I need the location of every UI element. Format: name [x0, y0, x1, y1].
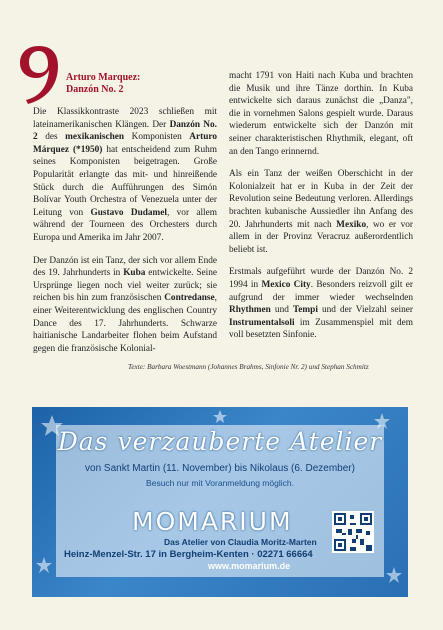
article-paragraph: Die Klassikkontraste 2023 schließen mit lateinamerikanischen Klängen. Der Danzón No. 2 des mexikanischen Komponisten Arturo Márquez (*1950) hat entscheidend zum Ruhm seines Komponisten beigetragen. Große Popularität erlangte das mit- und hinreißende Stück durch die Aufführungen des Simón Bolívar Youth Orchestra of Venezuela unter der Leitung von Gustavo Dudamel, vor allem während der Tourneen des Orchesters durch Europa und Amerika im Jahr 2007.: [33, 107, 217, 243]
text-credit: Texte: Barbara Woestmann (Johannes Brahms, Sinfonie Nr. 2) und Stephan Schmitz: [128, 363, 369, 371]
decorative-nine-glyph: [16, 42, 62, 104]
ad-title: Das verzauberte Atelier: [57, 427, 383, 456]
ad-subtitle: von Sankt Martin (11. November) bis Nikolaus (6. Dezember): [85, 463, 355, 474]
atelier-advertisement: [32, 407, 408, 597]
brand-subtitle: Das Atelier von Claudia Moritz-Marten: [164, 537, 317, 547]
emphasis-term: Danzón No. 2: [33, 119, 217, 143]
article-paragraph: Als ein Tanz der weißen Oberschicht in der Kolonialzeit hat er in Kuba in der Zeit der Revolution seine Bedeutung verloren. Allerdings brachten kubanische Aussiedler ihn Anfang des 20. Jahrhunderts mit nach Mexiko, wo er vor allem in der Provinz Veracruz außerordentlich beliebt ist.: [229, 169, 413, 255]
article-paragraph: Der Danzón ist ein Tanz, der sich vor allem Ende des 19. Jahrhunderts in Kuba entwickelte. Seine Ursprünge liegen noch viel weiter zurück; sie reichen bis hin zum französischen Contredanse, einer Weiterentwicklung des englischen Country Dance des 17. Jahrhunderts. Schwarze haitianische Landarbeiter flohen beim Aufstand gegen die französische Kolonial-: [33, 255, 217, 354]
heading-composer: Arturo Marquez:: [66, 72, 141, 83]
emphasis-term: mexikanischen: [65, 132, 125, 143]
article-heading: [66, 72, 140, 96]
emphasis-term: Mexiko: [336, 219, 367, 230]
emphasis-term: Gustavo Dudamel: [90, 207, 168, 218]
ad-website-link[interactable]: www.momarium.de: [208, 561, 291, 571]
ad-visit-note: Besuch nur mit Voranmeldung möglich.: [146, 478, 294, 488]
qr-code-icon[interactable]: [332, 511, 374, 553]
emphasis-term: Mexico City: [261, 279, 311, 290]
article-paragraph: Erstmals aufgeführt wurde der Danzón No. 2 1994 in Mexico City. Besonders reizvoll gilt er aufgrund der immer wieder wechselnden Rhythmen und Tempi und der Vielzahl seiner Instrumentalsoli im Zusammenspiel mit dem voll besetzten Sinfonie.: [229, 267, 413, 341]
text-column-right: [229, 70, 413, 352]
emphasis-term: Kuba: [123, 268, 146, 279]
brand-logo-text: MOMARIUM: [132, 507, 293, 536]
emphasis-term: Instrumentalsoli: [229, 317, 295, 328]
text-column-left: [33, 106, 217, 365]
article-paragraph: macht 1791 von Haiti nach Kuba und brachten die Musik und ihre Tänze dorthin. In Kuba entwickelte sich daraus zunächst die „Danza", die in vornehmen Salons gespielt wurde. Daraus wiederum entwickelte sich der Danzón mit seiner charakteristischen Rhythmik, elegant, oft an den Tango erinnernd.: [229, 71, 413, 157]
ad-address: Heinz-Menzel-Str. 17 in Bergheim-Kenten · 02271 66664: [64, 549, 313, 560]
emphasis-term: Arturo Márquez (*1950): [33, 132, 217, 155]
emphasis-term: Contredanse: [164, 293, 215, 304]
emphasis-term: Rhythmen: [229, 305, 271, 316]
emphasis-term: Tempi: [292, 305, 318, 316]
heading-title: Danzón No. 2: [66, 84, 124, 95]
